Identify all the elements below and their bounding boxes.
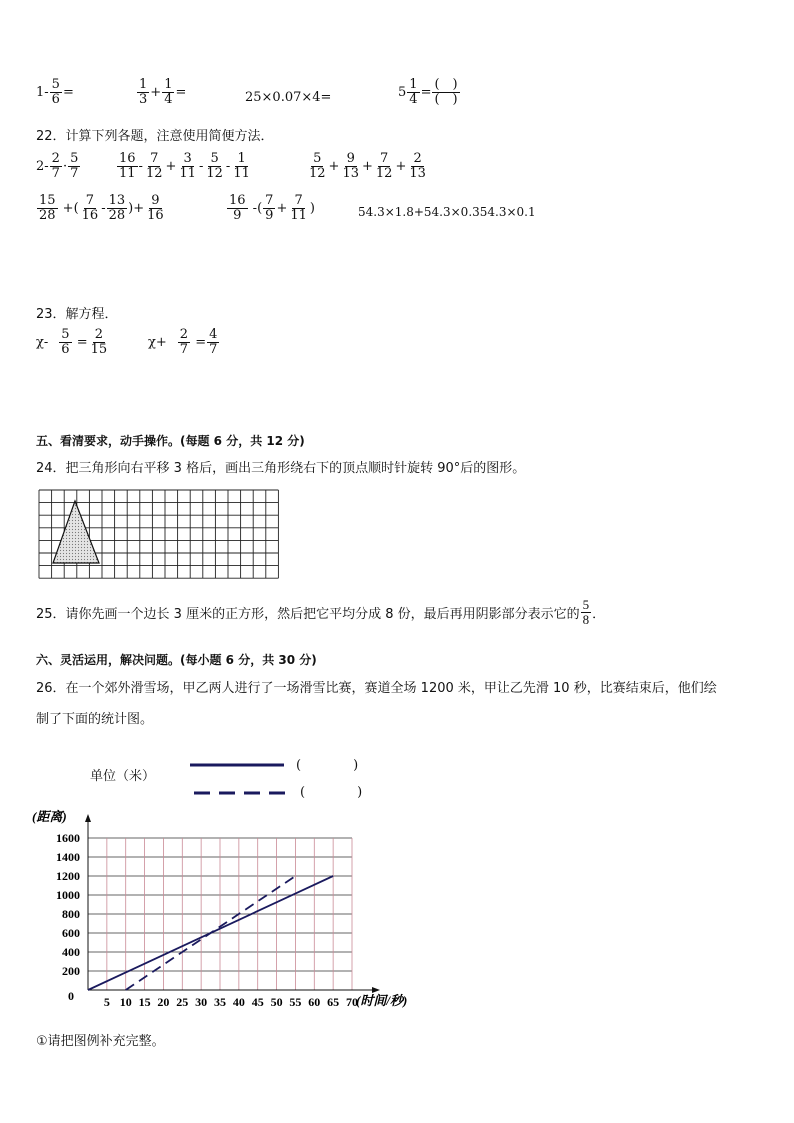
fraction (407, 78, 419, 108)
numerator: 7 (294, 193, 303, 208)
denominator: 11 (119, 166, 136, 182)
fraction (207, 328, 219, 358)
fraction (59, 328, 71, 358)
x-tick-label: 5 (103, 995, 110, 1009)
q22-expr-5 (226, 194, 315, 224)
x-tick-label: 45 (251, 995, 264, 1009)
expr-sum-thirds-quarters (136, 78, 186, 108)
numerator: 2 (94, 327, 103, 342)
chart-xlabel: (时间/秒) (356, 993, 408, 1008)
y-tick-label: 0 (68, 989, 74, 1003)
operator: + (276, 201, 288, 217)
numerator: 16 (229, 193, 246, 208)
x-tick-label: 50 (270, 995, 283, 1009)
whole: 5 (398, 85, 407, 101)
x-tick-label: 65 (327, 995, 340, 1009)
numerator: 1 (139, 77, 148, 92)
x-tick-label: 15 (138, 995, 151, 1009)
numerator: 13 (108, 193, 126, 208)
section-5-heading: 五、看清要求，动手操作。(每题 6 分，共 12 分) (36, 434, 305, 448)
denominator: 28 (39, 208, 56, 224)
x-tick-label: 25 (176, 995, 189, 1009)
legend-blank-1: ( ) (296, 758, 359, 773)
fraction (107, 194, 128, 224)
blank-fraction (432, 78, 459, 108)
denominator: 12 (206, 166, 223, 182)
q22-expr-1 (36, 152, 81, 182)
y-axis-arrow-icon (85, 814, 91, 822)
operator: + (328, 159, 340, 175)
operator: + (362, 159, 373, 175)
expr-text: 1- (36, 85, 49, 101)
operator: )+ (128, 201, 145, 217)
x-tick-label: 55 (289, 995, 302, 1009)
equals: = (175, 85, 187, 101)
chart-axes (85, 814, 380, 993)
equals: = (72, 335, 88, 351)
fraction (178, 328, 190, 358)
denominator: 7 (179, 342, 189, 358)
numerator: 1 (409, 77, 418, 92)
chart-grid (88, 838, 352, 990)
denominator: 13 (342, 166, 359, 182)
operator: - (101, 201, 106, 217)
denominator: 8 (582, 612, 590, 628)
blank-denominator: ( ) (434, 92, 458, 108)
legend-lines (188, 756, 298, 802)
q22-expr-6: 54.3×1.8+54.3×0.354.3×0.1 (358, 205, 536, 219)
numerator: 5 (582, 597, 590, 612)
numerator: 3 (183, 151, 192, 166)
equals: = (191, 335, 207, 351)
expr-1-minus-5-6 (36, 78, 74, 108)
question-25-text (36, 598, 605, 628)
chart-ticks (56, 831, 358, 1009)
numerator: 7 (380, 151, 389, 166)
operator: +( (58, 201, 79, 217)
operator: - (225, 159, 231, 175)
shaded-triangle (53, 501, 99, 563)
denominator: 11 (290, 208, 307, 224)
denominator: 12 (145, 166, 163, 182)
fraction (50, 78, 62, 108)
x-tick-label: 35 (214, 995, 226, 1009)
numerator: 9 (151, 193, 160, 208)
denominator: 16 (147, 208, 164, 224)
question-24-text: 24．把三角形向右平移 3 格后，画出三角形绕右下的顶点顺时针旋转 90°后的图形。 (36, 461, 526, 476)
expr-text: χ+ (148, 335, 167, 351)
denominator: 13 (409, 166, 426, 182)
q22-expr-2 (116, 152, 253, 182)
y-tick-label: 1400 (56, 850, 80, 864)
operator: - (138, 159, 143, 175)
numerator: 7 (150, 151, 159, 166)
equals: = (420, 85, 432, 101)
period: ． (592, 607, 606, 623)
section-6-heading: 六、灵活运用，解决问题。(每小题 6 分，共 30 分) (36, 653, 317, 667)
numerator: 5 (210, 151, 219, 166)
fraction (144, 152, 165, 182)
numerator: 16 (119, 151, 136, 166)
denominator: 11 (179, 166, 196, 182)
expr-text: 2- (36, 159, 49, 175)
question-22-title: 22．计算下列各题，注意使用简便方法． (36, 129, 274, 144)
denominator: 3 (139, 92, 148, 108)
fraction (89, 328, 110, 358)
y-tick-label: 1000 (56, 888, 80, 902)
operator: ) (309, 201, 315, 217)
fraction (374, 152, 395, 182)
x-tick-label: 30 (195, 995, 208, 1009)
denominator: 12 (375, 166, 393, 182)
fraction (68, 152, 80, 182)
numerator: 15 (39, 193, 56, 208)
expr-decimal-product: 25×0.07×4= (245, 90, 332, 105)
x-tick-label: 20 (157, 995, 170, 1009)
y-tick-label: 1600 (56, 831, 80, 845)
denominator: 12 (309, 166, 326, 182)
numerator: 2 (51, 151, 60, 166)
numerator: 7 (265, 193, 274, 208)
fraction (204, 152, 225, 182)
numerator: 2 (179, 327, 189, 342)
fraction (137, 78, 149, 108)
denominator: 9 (233, 208, 242, 224)
denominator: 6 (61, 342, 70, 358)
numerator: 1 (237, 151, 246, 166)
equals: = (62, 85, 74, 101)
y-tick-label: 1200 (56, 869, 80, 883)
x-tick-label: 70 (346, 995, 358, 1009)
expr-mixed-number (398, 78, 461, 108)
fraction (407, 152, 428, 182)
operator: - (198, 159, 204, 175)
denominator: 16 (81, 208, 99, 224)
denominator: 9 (265, 208, 274, 224)
q23-equation-2 (148, 328, 220, 358)
numerator: 5 (313, 151, 322, 166)
y-tick-label: 200 (62, 964, 80, 978)
q22-expr-4 (36, 194, 167, 224)
denominator: 7 (209, 342, 218, 358)
denominator: 4 (409, 92, 418, 108)
question-23-title: 23．解方程． (36, 307, 118, 322)
legend-unit-label: 单位（米） (90, 769, 156, 784)
fraction (145, 194, 166, 224)
fraction (307, 152, 328, 182)
operator: · (62, 159, 68, 175)
operator: + (395, 159, 407, 175)
question-26-part-1: ①请把图例补充完整。 (36, 1034, 165, 1049)
operator: + (150, 85, 162, 101)
operator: -( (248, 201, 263, 217)
grid-triangle-figure (38, 489, 280, 579)
y-tick-label: 800 (62, 907, 80, 921)
fraction (80, 194, 101, 224)
numerator: 7 (85, 193, 95, 208)
y-tick-label: 600 (62, 926, 80, 940)
fraction (288, 194, 309, 224)
chart-ylabel: (距离) (32, 809, 67, 824)
numerator: 5 (51, 77, 60, 92)
denominator: 4 (164, 92, 173, 108)
fraction (37, 194, 58, 224)
question-26-line-2: 制了下面的统计图。 (36, 712, 154, 727)
numerator: 4 (209, 327, 218, 342)
expr-text: χ- (36, 335, 49, 351)
question-26-line-1: 26．在一个郊外滑雪场，甲乙两人进行了一场滑雪比赛，赛道全场 1200 米，甲让乙先滑 10 秒，比赛结束后，他们绘 (36, 681, 717, 696)
fraction (581, 598, 592, 628)
x-tick-label: 40 (232, 995, 245, 1009)
denominator: 28 (108, 208, 126, 224)
blank-numerator: ( ) (434, 77, 458, 92)
fraction (227, 194, 248, 224)
fraction (340, 152, 361, 182)
x-tick-label: 10 (119, 995, 132, 1009)
q22-expr-3 (306, 152, 429, 182)
q25-statement: 25．请你先画一个边长 3 厘米的正方形，然后把它平均分成 8 份，最后再用阴影部分表示它的 (36, 607, 580, 623)
fraction (162, 78, 174, 108)
numerator: 5 (70, 151, 79, 166)
fraction (50, 152, 62, 182)
numerator: 9 (346, 151, 355, 166)
denominator: 7 (70, 166, 79, 182)
denominator: 11 (233, 166, 250, 182)
fraction (117, 152, 138, 182)
fraction (177, 152, 198, 182)
fraction (231, 152, 252, 182)
numerator: 2 (413, 151, 422, 166)
numerator: 5 (61, 327, 70, 342)
x-tick-label: 60 (308, 995, 321, 1009)
numerator: 1 (164, 77, 173, 92)
operator: + (165, 159, 177, 175)
legend-blank-2: ( ) (300, 785, 363, 800)
q23-equation-1 (36, 328, 110, 358)
fraction (263, 194, 275, 224)
y-tick-label: 400 (62, 945, 80, 959)
denominator: 7 (51, 166, 60, 182)
denominator: 15 (90, 342, 108, 358)
distance-time-chart (30, 806, 430, 1016)
denominator: 6 (51, 92, 60, 108)
